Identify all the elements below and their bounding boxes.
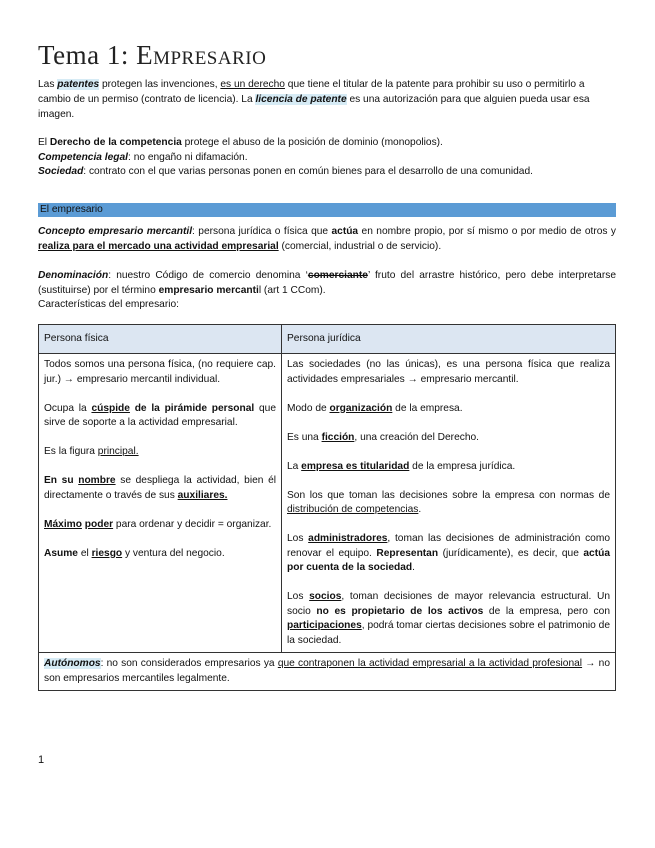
intro-paragraph-sociedad: Sociedad: contrato con el que varias personas ponen en común bienes para el desarrollo de una comunidad. <box>38 166 533 177</box>
term-sociedad: Sociedad <box>38 166 84 177</box>
term-licencia: licencia de patente <box>255 94 347 105</box>
cell-autonomos: Autónomos: no son considerados empresarios ya que contraponen la actividad empresarial a la actividad profesional → no son empresarios mercantiles legalmente. <box>39 653 616 691</box>
header-persona-fisica: Persona física <box>39 325 282 354</box>
section-heading-empresario: El empresario <box>38 203 616 217</box>
cell-persona-juridica: Las sociedades (no las únicas), es una persona física que realiza actividades empresariales → empresario mercantil. Modo de organización de la empresa. Es una ficción, una creación del Derecho. La empresa es titularidad de la empresa jurídica. Son los que toman las decisiones sobre la empresa con normas de distribución de competencias. Los administradores, toman las decisiones de administración como renovar el equipo. Representan (jurídicamente), es decir, que actúa por cuenta de la sociedad. Los socios, toman decisiones de mayor relevancia estructural. Un socio no es propietario de los activos de la empresa, pero con participaciones, podrá tomar ciertas decisiones sobre el patrimonio de la sociedad. <box>282 354 616 653</box>
term-derecho: es un derecho <box>220 79 285 90</box>
header-persona-juridica: Persona jurídica <box>282 325 616 354</box>
comparison-table <box>38 324 616 691</box>
table-row <box>39 354 616 653</box>
term-denominacion: Denominación <box>38 270 109 281</box>
title-rest: Empresario <box>136 40 267 70</box>
cell-persona-fisica: Todos somos una persona física, (no requiere cap. jur.) → empresario mercantil individual. Ocupa la cúspide de la pirámide personal que sirve de soporte a la actividad empresarial. Es la figura principal. En su nombre se despliega la actividad, bien él directamente o través de sus auxiliares. Máximo poder para ordenar y decidir = organizar. Asume el riesgo y ventura del negocio. <box>39 354 282 653</box>
term-concepto: Concepto empresario mercantil <box>38 226 193 237</box>
term-patentes: patentes <box>57 79 100 90</box>
title-lead: Tema 1: <box>38 40 129 70</box>
page-number: 1 <box>38 754 45 766</box>
table-header-row <box>39 325 616 354</box>
intro-paragraph-competencia-legal: Competencia legal: no engaño ni difamación. <box>38 152 248 163</box>
page-title <box>38 40 266 71</box>
intro-paragraph-patentes: Las patentes protegen las invenciones, es un derecho que tiene el titular de la patente para prohibir su uso o permitirlo a cambio de un permiso (contrato de licencia). La licencia de patente es una autorización para que alguien pueda usar esa imagen. <box>38 79 590 120</box>
term-autonomos: Autónomos <box>44 658 101 669</box>
term-competencia-legal: Competencia legal <box>38 152 129 163</box>
paragraph-denominacion: Denominación: nuestro Código de comercio denomina ‘comerciante’ fruto del arrastre histórico, pero debe interpretarse (sustituirse) por el término empresario mercantil (art 1 CCom). <box>38 270 616 296</box>
intro-paragraph-competencia: El Derecho de la competencia protege el abuso de la posición de dominio (monopolios). <box>38 137 443 148</box>
paragraph-concepto: Concepto empresario mercantil: persona jurídica o física que actúa en nombre propio, por sí mismo o por medio de otros y realiza para el mercado una actividad empresarial (comercial, industrial o de servicio). <box>38 226 617 252</box>
caracteristicas-label: Características del empresario: <box>38 299 179 310</box>
table-row-autonomos <box>39 653 616 691</box>
term-derecho-competencia: Derecho de la competencia <box>49 137 182 148</box>
